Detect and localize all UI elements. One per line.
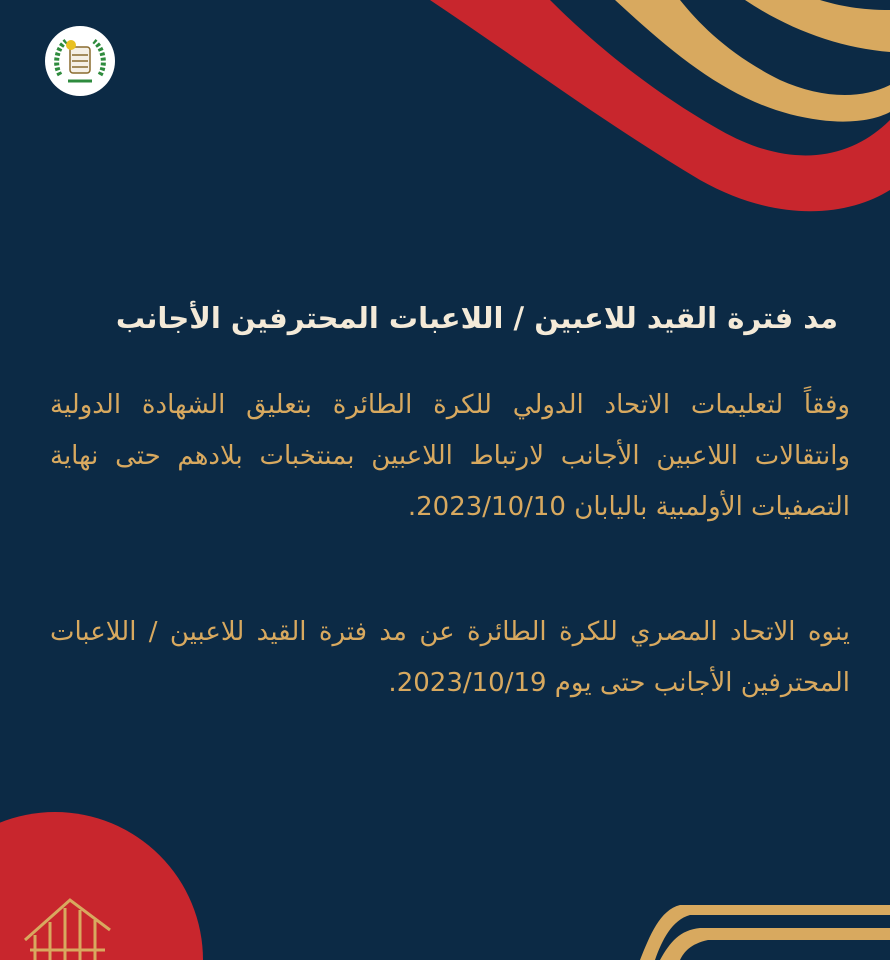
gold-stripes-bottom: [640, 905, 890, 960]
red-circle-bottom: [0, 812, 203, 960]
announcement-paragraph-1: وفقاً لتعليمات الاتحاد الدولي للكرة الطائرة بتعليق الشهادة الدولية وانتقالات اللاعبين الأجانب لارتباط اللاعبين بمنتخبات بلادهم حتى نهاية التصفيات الأولمبية باليابان 2023/10/10.: [50, 390, 850, 522]
gold-swoosh-top-2: [745, 0, 890, 52]
announcement-title: مد فترة القيد للاعبين / اللاعبات المحترفين الأجانب: [115, 301, 838, 335]
announcement-paragraph-2: ينوه الاتحاد المصري للكرة الطائرة عن مد فترة القيد للاعبين / اللاعبات المحترفين الأجانب حتى يوم 2023/10/19.: [50, 617, 850, 698]
federation-logo: [44, 25, 116, 97]
